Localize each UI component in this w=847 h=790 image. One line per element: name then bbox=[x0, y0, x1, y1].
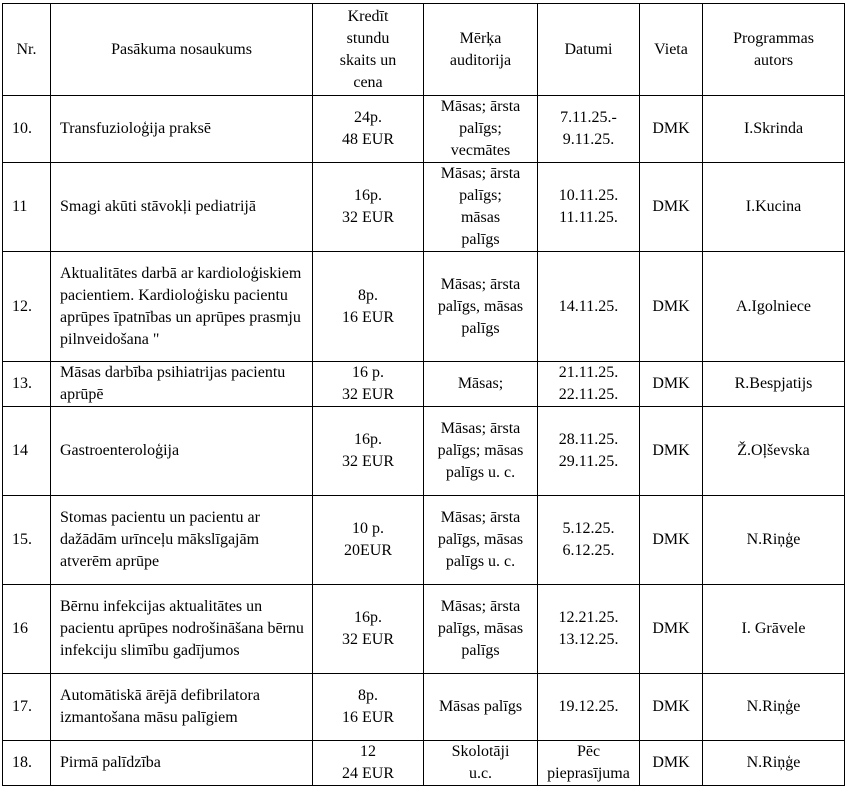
row-price: 16 EUR bbox=[342, 709, 394, 726]
row-nr: 16 bbox=[3, 585, 51, 674]
row-author: Ž.Oļševska bbox=[703, 407, 845, 496]
row-name bbox=[51, 252, 313, 362]
row-credit-hours: 12 bbox=[360, 743, 376, 760]
row-date-from: 21.11.25. bbox=[558, 364, 619, 381]
row-audience bbox=[424, 674, 538, 741]
row-credit bbox=[313, 163, 424, 252]
table-row-16 bbox=[3, 585, 845, 674]
table-row-15 bbox=[3, 496, 845, 585]
header-author-text: Programmas autors bbox=[733, 29, 814, 69]
row-dates bbox=[538, 407, 640, 496]
row-price: 20EUR bbox=[344, 542, 392, 559]
row-audience-text: Māsas; ārsta palīgs, māsas palīgs bbox=[437, 598, 524, 659]
row-credit bbox=[313, 496, 424, 585]
row-date-to: 6.12.25. bbox=[562, 542, 615, 559]
row-audience bbox=[424, 96, 538, 163]
row-date-from: 14.11.25. bbox=[558, 297, 619, 315]
row-name bbox=[51, 96, 313, 163]
row-credit bbox=[313, 741, 424, 786]
row-author: A.Igolniece bbox=[703, 252, 845, 362]
row-place: DMK bbox=[640, 407, 703, 496]
header-credit bbox=[313, 4, 424, 96]
row-name-text: Aktualitātes darbā ar kardioloģiskiem pacientiem. Kardioloģisku pacientu aprūpes īpatnības un aprūpes prasmju pilnveidošana " bbox=[60, 264, 302, 348]
row-place: DMK bbox=[640, 496, 703, 585]
row-audience bbox=[424, 163, 538, 252]
row-price: 32 EUR bbox=[342, 453, 394, 470]
row-price: 24 EUR bbox=[342, 765, 394, 782]
row-credit-hours: 24p. bbox=[354, 109, 382, 126]
header-author bbox=[703, 4, 845, 96]
row-nr: 13. bbox=[3, 362, 51, 407]
row-credit bbox=[313, 407, 424, 496]
row-audience bbox=[424, 741, 538, 786]
row-credit-hours: 16p. bbox=[354, 187, 382, 204]
row-dates bbox=[538, 674, 640, 741]
row-audience-text: Māsas; ārsta palīgs; vecmātes bbox=[440, 98, 521, 159]
row-author: N.Riņģe bbox=[703, 496, 845, 585]
row-audience bbox=[424, 496, 538, 585]
row-place: DMK bbox=[640, 252, 703, 362]
row-audience-text: Māsas; ārsta palīgs, māsas palīgs bbox=[437, 275, 524, 337]
row-dates bbox=[538, 741, 640, 786]
row-date-to: 9.11.25. bbox=[562, 131, 615, 148]
row-nr: 11 bbox=[3, 163, 51, 252]
row-date-from: 10.11.25. bbox=[558, 187, 619, 204]
header-row bbox=[3, 4, 845, 96]
row-name-text: Automātiskā ārējā defibrilatora izmantošana māsu palīgiem bbox=[60, 687, 260, 726]
row-author: I. Grāvele bbox=[703, 585, 845, 674]
row-date-to: 22.11.25. bbox=[558, 386, 619, 403]
row-date-from: 7.11.25.- bbox=[560, 109, 617, 126]
row-audience-text: Māsas palīgs bbox=[438, 698, 523, 715]
row-credit-hours: 8p. bbox=[358, 286, 378, 304]
header-audience-text: Mērķa auditorija bbox=[449, 29, 512, 69]
table-row-11 bbox=[3, 163, 845, 252]
row-credit bbox=[313, 674, 424, 741]
row-audience-text: Māsas; bbox=[457, 375, 504, 392]
row-name-text: Māsas darbība psihiatrijas pacientu aprūpē bbox=[60, 364, 286, 403]
row-date-from: 19.12.25. bbox=[558, 698, 619, 715]
row-audience-text: Māsas; ārsta palīgs; māsas palīgs u. c. bbox=[437, 420, 524, 481]
row-dates bbox=[538, 496, 640, 585]
header-nr: Nr. bbox=[3, 4, 51, 96]
row-credit bbox=[313, 362, 424, 407]
table-row-14 bbox=[3, 407, 845, 496]
row-nr: 10. bbox=[3, 96, 51, 163]
row-price: 16 EUR bbox=[342, 308, 394, 326]
row-credit bbox=[313, 252, 424, 362]
row-dates bbox=[538, 252, 640, 362]
row-audience-text: Māsas; ārsta palīgs; māsas palīgs bbox=[440, 165, 521, 248]
row-author: I.Kucina bbox=[703, 163, 845, 252]
header-credit-text: Kredīt stundu skaits un cena bbox=[339, 7, 397, 91]
table-row-17 bbox=[3, 674, 845, 741]
row-price: 32 EUR bbox=[342, 631, 394, 648]
row-audience bbox=[424, 407, 538, 496]
row-name bbox=[51, 585, 313, 674]
row-dates bbox=[538, 362, 640, 407]
row-credit bbox=[313, 96, 424, 163]
row-audience bbox=[424, 252, 538, 362]
row-name-text: Smagi akūti stāvokļi pediatrijā bbox=[60, 198, 256, 215]
row-nr: 15. bbox=[3, 496, 51, 585]
table-row-10 bbox=[3, 96, 845, 163]
row-name bbox=[51, 674, 313, 741]
row-name-text: Gastroenteroloģija bbox=[60, 442, 180, 459]
row-name bbox=[51, 407, 313, 496]
row-price: 48 EUR bbox=[342, 131, 394, 148]
header-place: Vieta bbox=[640, 4, 703, 96]
row-place: DMK bbox=[640, 741, 703, 786]
row-name-text: Transfuzioloģija praksē bbox=[60, 120, 211, 137]
row-place: DMK bbox=[640, 674, 703, 741]
row-place: DMK bbox=[640, 585, 703, 674]
row-nr: 14 bbox=[3, 407, 51, 496]
row-place: DMK bbox=[640, 163, 703, 252]
row-credit-hours: 16 p. bbox=[352, 364, 384, 381]
row-date-from: Pēc bbox=[576, 743, 601, 760]
row-credit-hours: 8p. bbox=[358, 687, 378, 704]
row-name-text: Bērnu infekcijas aktualitātes un pacientu aprūpes nodrošināšana bērnu infekciju slimību gadījumos bbox=[60, 598, 304, 659]
row-dates bbox=[538, 163, 640, 252]
row-name bbox=[51, 362, 313, 407]
row-audience bbox=[424, 585, 538, 674]
row-name-text: Pirmā palīdzība bbox=[60, 754, 161, 771]
row-price: 32 EUR bbox=[342, 386, 394, 403]
row-nr: 18. bbox=[3, 741, 51, 786]
table-row-12 bbox=[3, 252, 845, 362]
row-credit-hours: 10 p. bbox=[352, 520, 384, 537]
courses-table bbox=[2, 3, 845, 786]
row-audience-text: Skolotāji u.c. bbox=[451, 743, 510, 782]
row-name-text: Stomas pacientu un pacientu ar dažādām urīnceļu mākslīgajām atverēm aprūpe bbox=[60, 509, 260, 570]
row-author: N.Riņģe bbox=[703, 741, 845, 786]
header-name: Pasākuma nosaukums bbox=[51, 4, 313, 96]
row-name bbox=[51, 741, 313, 786]
row-date-to: 11.11.25. bbox=[559, 209, 618, 226]
row-dates bbox=[538, 585, 640, 674]
row-price: 32 EUR bbox=[342, 209, 394, 226]
row-audience bbox=[424, 362, 538, 407]
row-audience-text: Māsas; ārsta palīgs, māsas palīgs u. c. bbox=[437, 509, 524, 570]
row-name bbox=[51, 163, 313, 252]
table-body bbox=[3, 96, 845, 786]
row-date-to: pieprasījuma bbox=[547, 765, 630, 782]
header-dates: Datumi bbox=[538, 4, 640, 96]
row-author: R.Bespjatijs bbox=[703, 362, 845, 407]
row-author: N.Riņģe bbox=[703, 674, 845, 741]
row-credit-hours: 16p. bbox=[354, 431, 382, 448]
row-date-from: 12.21.25. bbox=[558, 609, 619, 626]
table-row-13 bbox=[3, 362, 845, 407]
row-nr: 12. bbox=[3, 252, 51, 362]
row-date-to: 29.11.25. bbox=[558, 453, 619, 470]
row-place: DMK bbox=[640, 362, 703, 407]
row-date-from: 28.11.25. bbox=[558, 431, 619, 448]
row-credit bbox=[313, 585, 424, 674]
row-dates bbox=[538, 96, 640, 163]
row-credit-hours: 16p. bbox=[354, 609, 382, 626]
row-place: DMK bbox=[640, 96, 703, 163]
row-date-from: 5.12.25. bbox=[562, 520, 615, 537]
row-date-to: 13.12.25. bbox=[558, 631, 619, 648]
row-nr: 17. bbox=[3, 674, 51, 741]
row-author: I.Skrinda bbox=[703, 96, 845, 163]
row-name bbox=[51, 496, 313, 585]
table-row-18 bbox=[3, 741, 845, 786]
header-audience bbox=[424, 4, 538, 96]
